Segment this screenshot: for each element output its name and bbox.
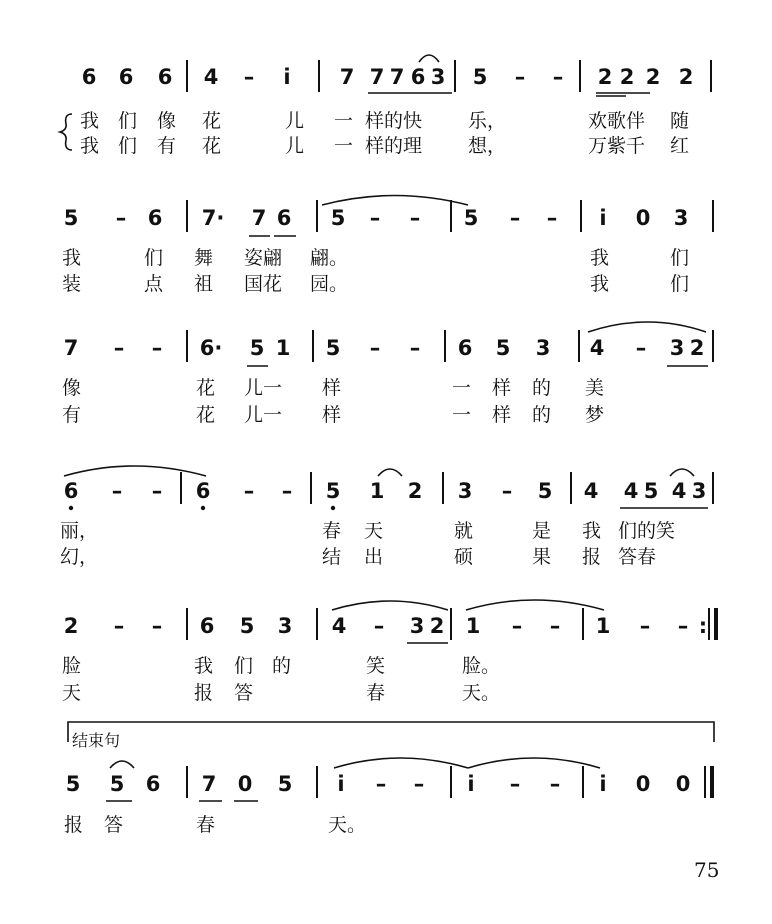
note: 7: [201, 772, 217, 796]
lyric: 花: [202, 110, 222, 132]
note: 5: [472, 65, 488, 89]
lyric: 硕: [454, 546, 474, 568]
lyric: 春: [366, 682, 386, 704]
note: 3: [409, 614, 425, 638]
lyric: 的: [532, 404, 552, 426]
lyric: 随: [670, 110, 690, 132]
note: 5: [537, 479, 553, 503]
lyric: 报: [64, 814, 84, 836]
note: i: [599, 772, 607, 796]
dash: –: [635, 336, 647, 360]
lyric: 花: [202, 135, 222, 157]
note: 3: [673, 206, 689, 230]
lyric: 结: [322, 546, 342, 568]
page-number: 75: [694, 858, 720, 882]
note: 5: [277, 772, 293, 796]
lyric: 像: [62, 377, 82, 399]
lyric: 欢歌伴: [588, 110, 646, 132]
lyric: 梦: [585, 404, 605, 426]
dash: –: [413, 772, 425, 796]
note: 6: [118, 65, 134, 89]
note: 1: [465, 614, 481, 638]
slur: [110, 761, 134, 768]
lyric: 园。: [310, 273, 349, 295]
slur: [378, 469, 402, 476]
lyric: 们: [670, 247, 690, 269]
note: 6: [195, 479, 211, 503]
lyric: 一: [334, 110, 354, 132]
note: 5: [63, 206, 79, 230]
lyric: 答春: [618, 546, 657, 568]
tie: [466, 600, 604, 610]
lyric: 舞: [194, 247, 214, 269]
note: 0: [635, 772, 651, 796]
note: 4: [331, 614, 347, 638]
lyric: 报: [194, 682, 214, 704]
lyric: 装: [62, 273, 82, 295]
note: 7·: [201, 206, 225, 230]
note: 7: [63, 336, 79, 360]
note: 6: [410, 65, 426, 89]
note: 6: [63, 479, 79, 503]
note: i: [599, 206, 607, 230]
note: 4: [671, 479, 687, 503]
tie: [468, 758, 600, 768]
tie: [322, 196, 468, 206]
note: 6·: [199, 336, 223, 360]
lyric: 的: [532, 377, 552, 399]
note: 6: [457, 336, 473, 360]
dash: –: [509, 772, 521, 796]
lyric: 脸: [62, 655, 82, 677]
lyric: 丽，: [60, 520, 99, 542]
lyric: 天。: [328, 814, 367, 836]
note: 2: [63, 614, 79, 638]
lyric: 幻，: [60, 546, 99, 568]
dash: –: [243, 65, 255, 89]
tie: [334, 758, 468, 768]
note: 7: [389, 65, 405, 89]
low-octave-dot: [69, 506, 73, 510]
dash: –: [151, 479, 163, 503]
lyric: 儿一: [244, 404, 283, 426]
dash: –: [546, 206, 558, 230]
note: 3: [691, 479, 707, 503]
dash: –: [409, 206, 421, 230]
dash: –: [514, 65, 526, 89]
lyric: 答: [234, 682, 254, 704]
lyric: 儿一: [244, 377, 283, 399]
slur: [670, 469, 694, 476]
note: 2: [619, 65, 635, 89]
lyric: 就: [454, 520, 474, 542]
note: 6: [157, 65, 173, 89]
lyric: 有: [62, 404, 82, 426]
lyric: 万紫千: [588, 135, 646, 157]
lyric: 儿: [285, 110, 305, 132]
dash: –: [373, 614, 385, 638]
lyric: 们: [670, 273, 690, 295]
lyric: 样: [492, 404, 512, 426]
lyric: 样的快: [365, 110, 423, 132]
lyric: 脸。: [462, 655, 501, 677]
lyric: 天。: [462, 682, 501, 704]
note: 3: [535, 336, 551, 360]
lyric: 们的笑: [618, 520, 676, 542]
lyric: 翩。: [310, 247, 349, 269]
note: 2: [678, 65, 694, 89]
lyric: 出: [364, 546, 384, 568]
dash: –: [369, 206, 381, 230]
low-octave-dot: [331, 506, 335, 510]
dash: –: [243, 479, 255, 503]
note: i: [467, 772, 475, 796]
lyric: 我: [80, 135, 100, 157]
lyric: 美: [585, 377, 605, 399]
note: 3: [430, 65, 446, 89]
note: i: [283, 65, 291, 89]
lyric: 报: [582, 546, 602, 568]
dash: –: [552, 65, 564, 89]
dash: –: [639, 614, 651, 638]
note: 7: [369, 65, 385, 89]
note: 2: [597, 65, 613, 89]
lyric: 红: [670, 135, 690, 157]
lyric: 儿: [285, 135, 305, 157]
lyric: 样: [322, 404, 342, 426]
note: 0: [237, 772, 253, 796]
lyric: 春: [196, 814, 216, 836]
note: 0: [675, 772, 691, 796]
lyric: 一: [452, 404, 472, 426]
dash: –: [511, 614, 523, 638]
lyric: 样: [492, 377, 512, 399]
lyric: 祖: [194, 273, 214, 295]
note: 6: [145, 772, 161, 796]
note: 5: [325, 479, 341, 503]
note: 5: [65, 772, 81, 796]
note: 5: [249, 336, 265, 360]
note: 6: [276, 206, 292, 230]
note: 2: [645, 65, 661, 89]
note: 2: [429, 614, 445, 638]
note: 4: [203, 65, 219, 89]
lyric: 一: [452, 377, 472, 399]
lyric: 我: [80, 110, 100, 132]
dash: –: [375, 772, 387, 796]
note: 6: [199, 614, 215, 638]
note: 5: [109, 772, 125, 796]
note: 3: [457, 479, 473, 503]
lyric: 们: [234, 655, 254, 677]
lyric: 样的理: [365, 135, 423, 157]
note: 2: [407, 479, 423, 503]
note: 5: [325, 336, 341, 360]
dash: –: [113, 336, 125, 360]
ending-bracket: [68, 722, 714, 742]
note: 1: [595, 614, 611, 638]
low-octave-dot: [201, 506, 205, 510]
repeat-dots: :: [698, 614, 708, 638]
lyric: 的: [272, 655, 292, 677]
note: i: [337, 772, 345, 796]
lyric: 姿翩: [244, 247, 283, 269]
note: 6: [147, 206, 163, 230]
lyric: 花: [196, 377, 216, 399]
note: 1: [275, 336, 291, 360]
dash: –: [677, 614, 689, 638]
lyric: 春: [322, 520, 342, 542]
lyric: 天: [364, 520, 384, 542]
lyric: 乐，: [468, 110, 507, 132]
lyric: 们: [118, 135, 138, 157]
note: 3: [277, 614, 293, 638]
ending-label: 结束句: [72, 731, 121, 750]
lyric: 样: [322, 377, 342, 399]
lyric: 天: [62, 682, 82, 704]
lyric: 国花: [244, 273, 283, 295]
lyric: 是: [532, 520, 552, 542]
note: 7: [339, 65, 355, 89]
note: 4: [623, 479, 639, 503]
dash: –: [501, 479, 513, 503]
lyric: 我: [582, 520, 602, 542]
lyric: 点: [144, 273, 164, 295]
lyric: 答: [104, 814, 124, 836]
verse-brace: [60, 114, 72, 150]
note: 7: [251, 206, 267, 230]
note: 5: [239, 614, 255, 638]
lyric: 们: [118, 110, 138, 132]
dash: –: [115, 206, 127, 230]
lyric: 们: [144, 247, 164, 269]
note: 3: [669, 336, 685, 360]
note: 2: [689, 336, 705, 360]
dash: –: [549, 772, 561, 796]
note: 5: [495, 336, 511, 360]
note: 5: [330, 206, 346, 230]
lyric: 想，: [468, 135, 507, 157]
dash: –: [281, 479, 293, 503]
slur: [419, 55, 439, 62]
dash: –: [151, 614, 163, 638]
dash: –: [549, 614, 561, 638]
lyric: 我: [590, 273, 610, 295]
dash: –: [151, 336, 163, 360]
lyric: 花: [196, 404, 216, 426]
lyric: 像: [157, 110, 177, 132]
dash: –: [113, 614, 125, 638]
lyric: 我: [590, 247, 610, 269]
dash: –: [509, 206, 521, 230]
note: 4: [583, 479, 599, 503]
note: 1: [369, 479, 385, 503]
dash: –: [409, 336, 421, 360]
note: 5: [643, 479, 659, 503]
note: 0: [635, 206, 651, 230]
tie: [64, 466, 206, 476]
dash: –: [369, 336, 381, 360]
lyric: 果: [532, 546, 552, 568]
slur: [332, 601, 448, 610]
lyric: 有: [157, 135, 177, 157]
lyric: 我: [62, 247, 82, 269]
dash: –: [111, 479, 123, 503]
note: 5: [463, 206, 479, 230]
lyric: 我: [194, 655, 214, 677]
lyric: 笑: [366, 655, 386, 677]
note: 4: [589, 336, 605, 360]
lyric: 一: [334, 135, 354, 157]
slur: [588, 322, 706, 332]
note: 6: [81, 65, 97, 89]
